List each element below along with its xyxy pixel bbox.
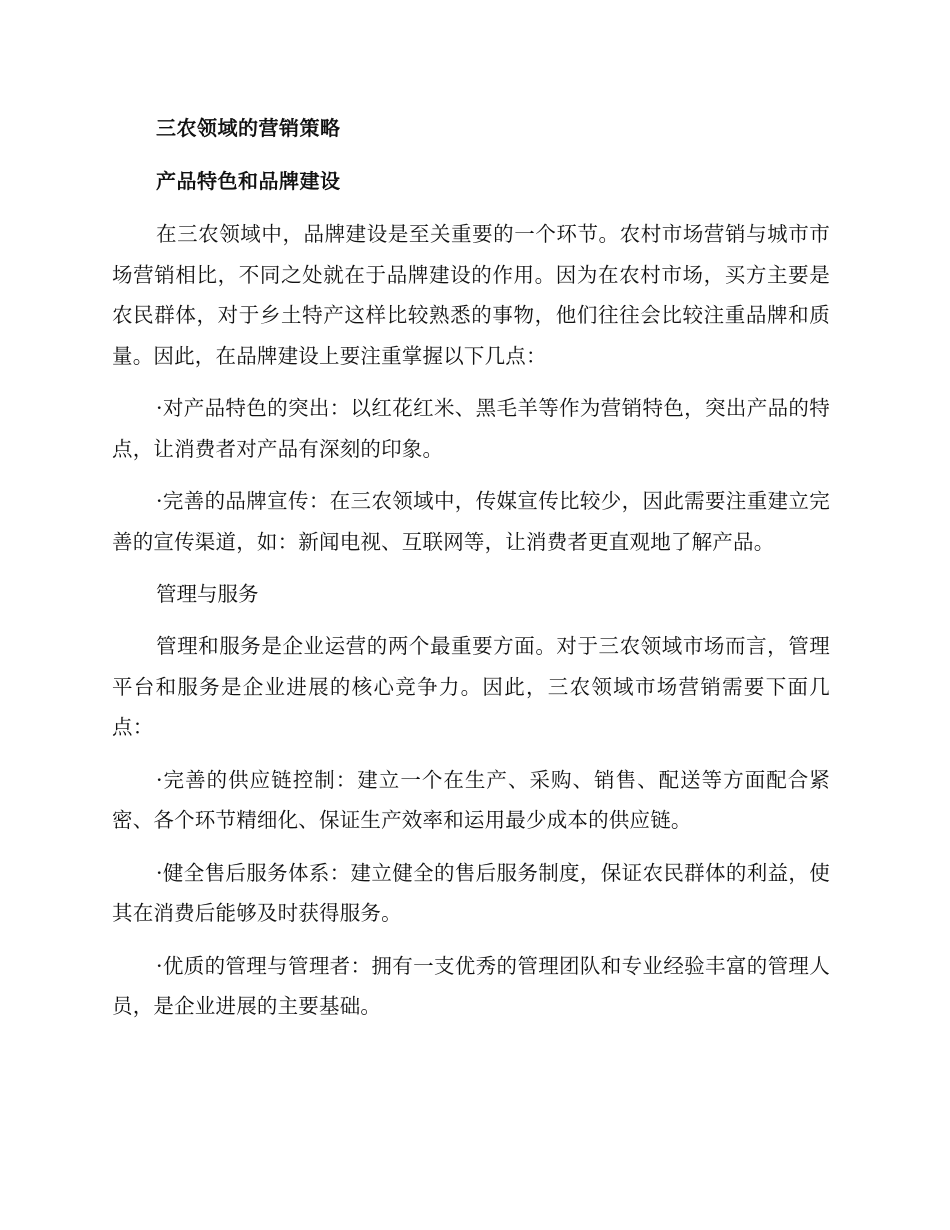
section1-intro-paragraph: 在三农领域中，品牌建设是至关重要的一个环节。农村市场营销与城市市场营销相比，不同之处就在于品牌建设的作用。因为在农村市场，买方主要是农民群体，对于乡土特产这样比较熟悉的事物，他们往往会比较注重品牌和质量。因此，在品牌建设上要注重掌握以下几点： <box>112 222 830 368</box>
bullet-point: ·健全售后服务体系：建立健全的售后服务制度，保证农民群体的利益，使其在消费后能够及时获得服务。 <box>112 860 830 925</box>
bullet-point: ·对产品特色的突出：以红花红米、黑毛羊等作为营销特色，突出产品的特点，让消费者对产品有深刻的印象。 <box>112 396 830 461</box>
section2-intro-paragraph: 管理和服务是企业运营的两个最重要方面。对于三农领域市场而言，管理平台和服务是企业进展的核心竞争力。因此，三农领域市场营销需要下面几点： <box>112 634 830 739</box>
section-heading-management: 管理与服务 <box>156 582 259 606</box>
bullet-point: ·完善的供应链控制：建立一个在生产、采购、销售、配送等方面配合紧密、各个环节精细化、保证生产效率和运用最少成本的供应链。 <box>112 767 830 832</box>
bullet-point: ·优质的管理与管理者：拥有一支优秀的管理团队和专业经验丰富的管理人员，是企业进展的主要基础。 <box>112 953 830 1018</box>
bullet-point: ·完善的品牌宣传：在三农领域中，传媒宣传比较少，因此需要注重建立完善的宣传渠道，如：新闻电视、互联网等，让消费者更直观地了解产品。 <box>112 489 830 554</box>
document-title: 三农领域的营销策略 <box>156 116 341 140</box>
document-body <box>112 108 830 1039</box>
section-heading-brand: 产品特色和品牌建设 <box>156 169 341 193</box>
